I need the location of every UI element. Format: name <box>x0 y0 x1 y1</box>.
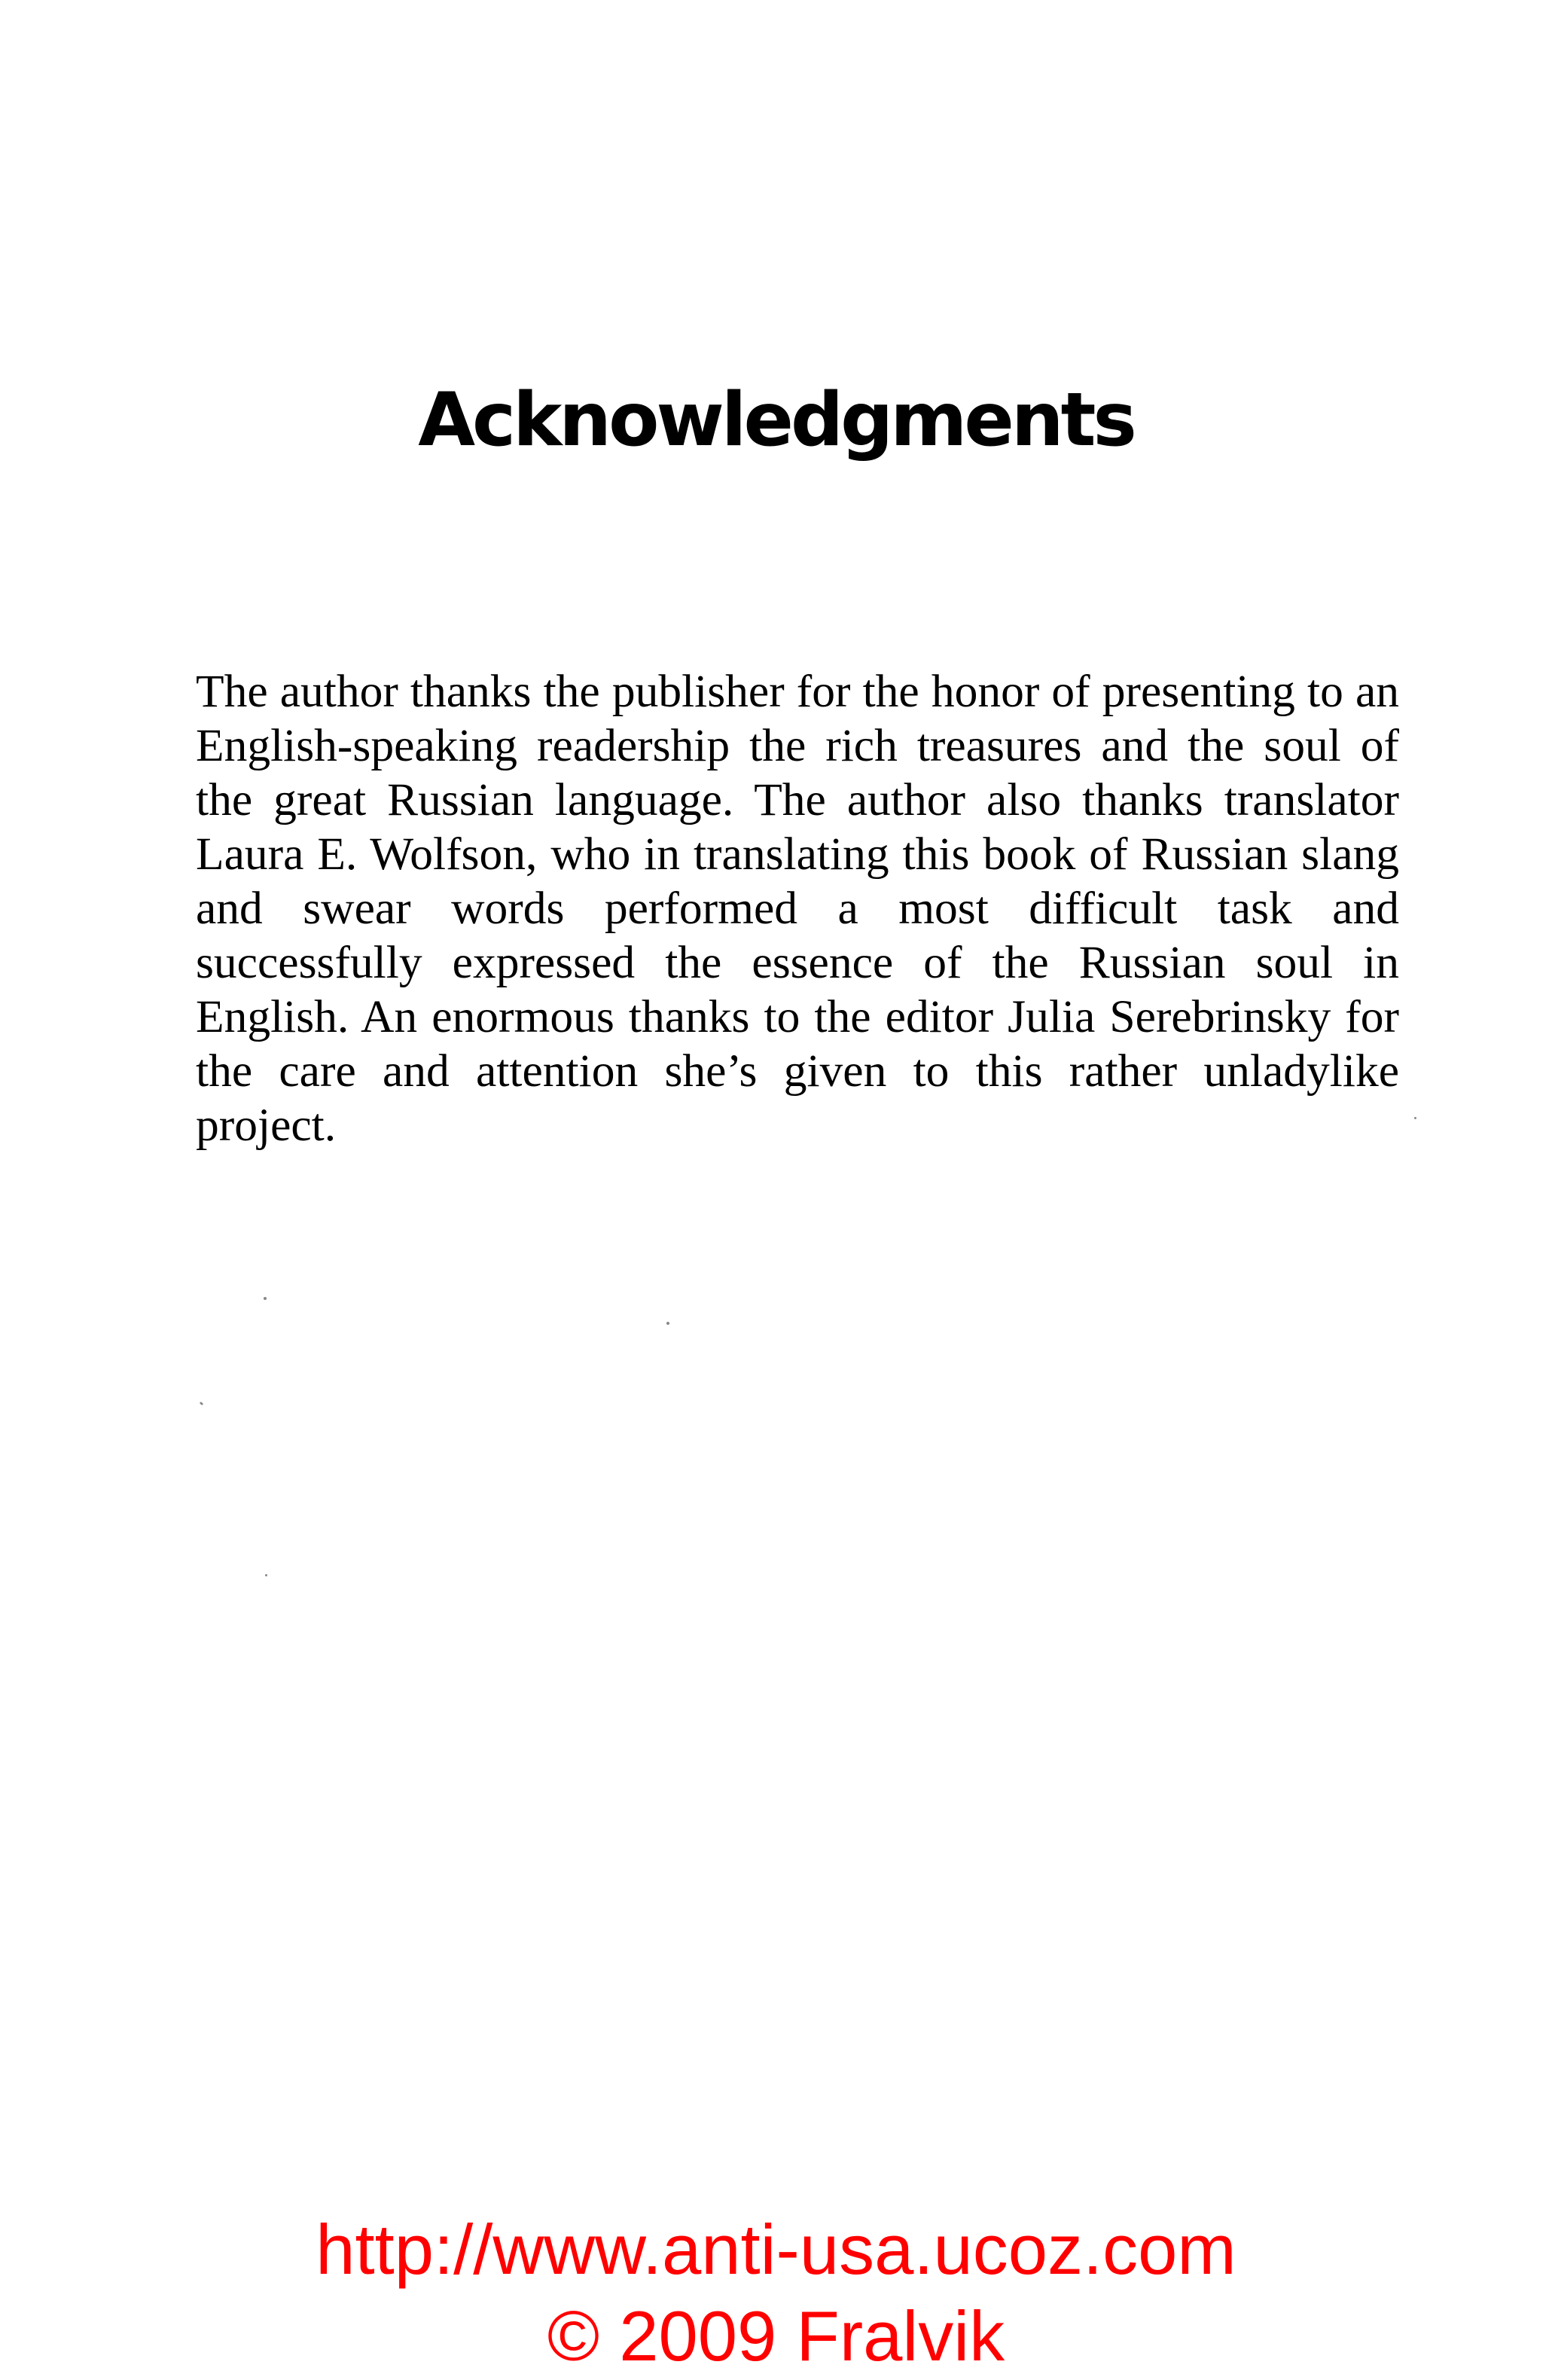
scan-speck <box>666 1322 669 1325</box>
watermark-copyright: © 2009 Fralvik <box>547 2296 1005 2375</box>
acknowledgments-paragraph: The author thanks the publisher for the honor of presenting to an English-speaking readership the rich treasures and the soul of the great Russian language. The author also thanks translator Laura E. Wolfson, who in translating this book of Russian slang and swear words performed a most difficult task and successfully expressed the essence of the Russian soul in English. An enormous thanks to the editor Julia Serebrinsky for the care and attention she’s given to this rather unladylike project. <box>196 666 1399 1151</box>
page-title: Acknowledgments <box>418 377 1134 463</box>
scan-speck <box>200 1402 204 1406</box>
scan-speck <box>1414 1117 1416 1119</box>
scan-speck <box>264 1297 267 1300</box>
watermark-url: http://www.anti-usa.ucoz.com <box>316 2210 1236 2289</box>
scan-speck <box>265 1574 267 1576</box>
